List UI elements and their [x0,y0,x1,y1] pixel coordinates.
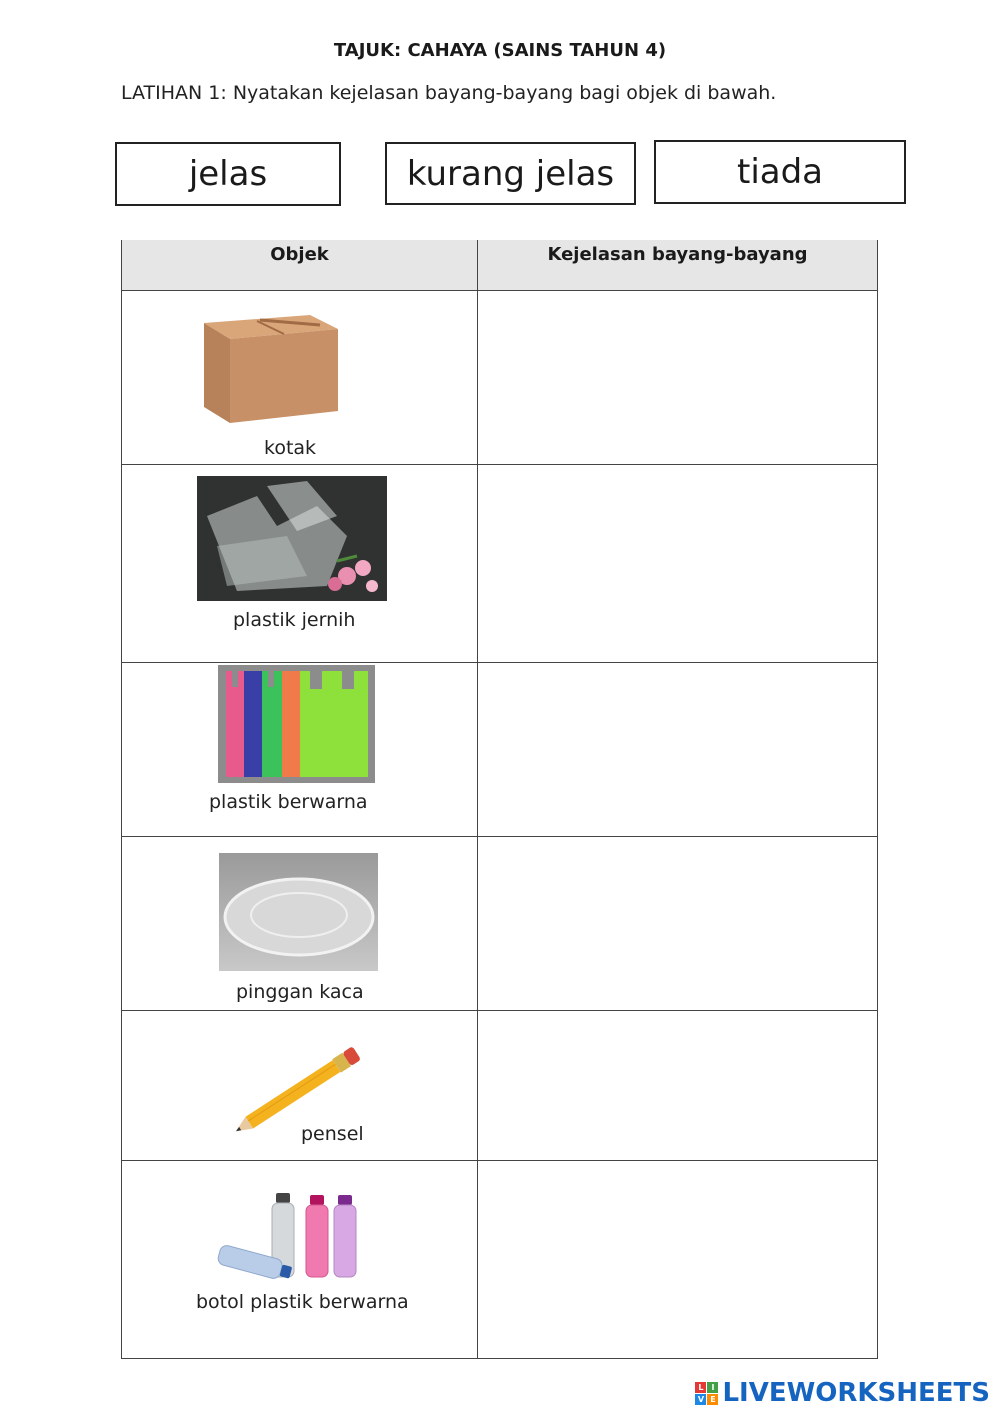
choice-tiada[interactable]: tiada [654,140,906,204]
colored-plastic-bags-image [218,665,375,783]
object-label: pensel [301,1122,364,1145]
object-label: pinggan kaca [236,980,364,1003]
table-row [122,290,878,464]
glass-plate-image [219,853,378,971]
table-row [122,464,878,662]
exercise-instruction: LATIHAN 1: Nyatakan kejelasan bayang-bayang bagi objek di bawah. [121,82,777,104]
clear-plastic-bag-image [197,476,387,601]
answer-drop-zone[interactable] [478,464,878,662]
colored-plastic-bottles-image [214,1189,372,1289]
answer-drop-zone[interactable] [478,662,878,836]
object-label: plastik jernih [233,608,356,631]
header-kejelasan: Kejelasan bayang-bayang [478,240,878,290]
table-row [122,662,878,836]
worksheet-table [121,240,878,1359]
object-cell [122,290,478,464]
object-cell [122,1160,478,1358]
object-label: kotak [264,436,317,459]
table-row [122,836,878,1010]
liveworksheets-wordmark: LIVEWORKSHEETS [722,1378,990,1408]
object-cell [122,464,478,662]
object-label: botol plastik berwarna [196,1290,409,1313]
answer-drop-zone[interactable] [478,1010,878,1160]
worksheet-title: TAJUK: CAHAYA (SAINS TAHUN 4) [333,40,667,61]
header-objek: Objek [122,240,478,290]
answer-drop-zone[interactable] [478,836,878,1010]
choice-kurang-jelas[interactable]: kurang jelas [385,142,636,205]
object-label: plastik berwarna [209,790,368,813]
table-row [122,1010,878,1160]
liveworksheets-logo-icon: L I V E [695,1382,718,1405]
cardboard-box-image [200,311,342,429]
liveworksheets-logo [695,1378,990,1408]
answer-drop-zone[interactable] [478,290,878,464]
object-cell [122,662,478,836]
answer-drop-zone[interactable] [478,1160,878,1358]
table-row [122,1160,878,1358]
choice-jelas[interactable]: jelas [115,142,341,206]
table-header-row [122,240,878,290]
object-cell [122,836,478,1010]
object-cell [122,1010,478,1160]
